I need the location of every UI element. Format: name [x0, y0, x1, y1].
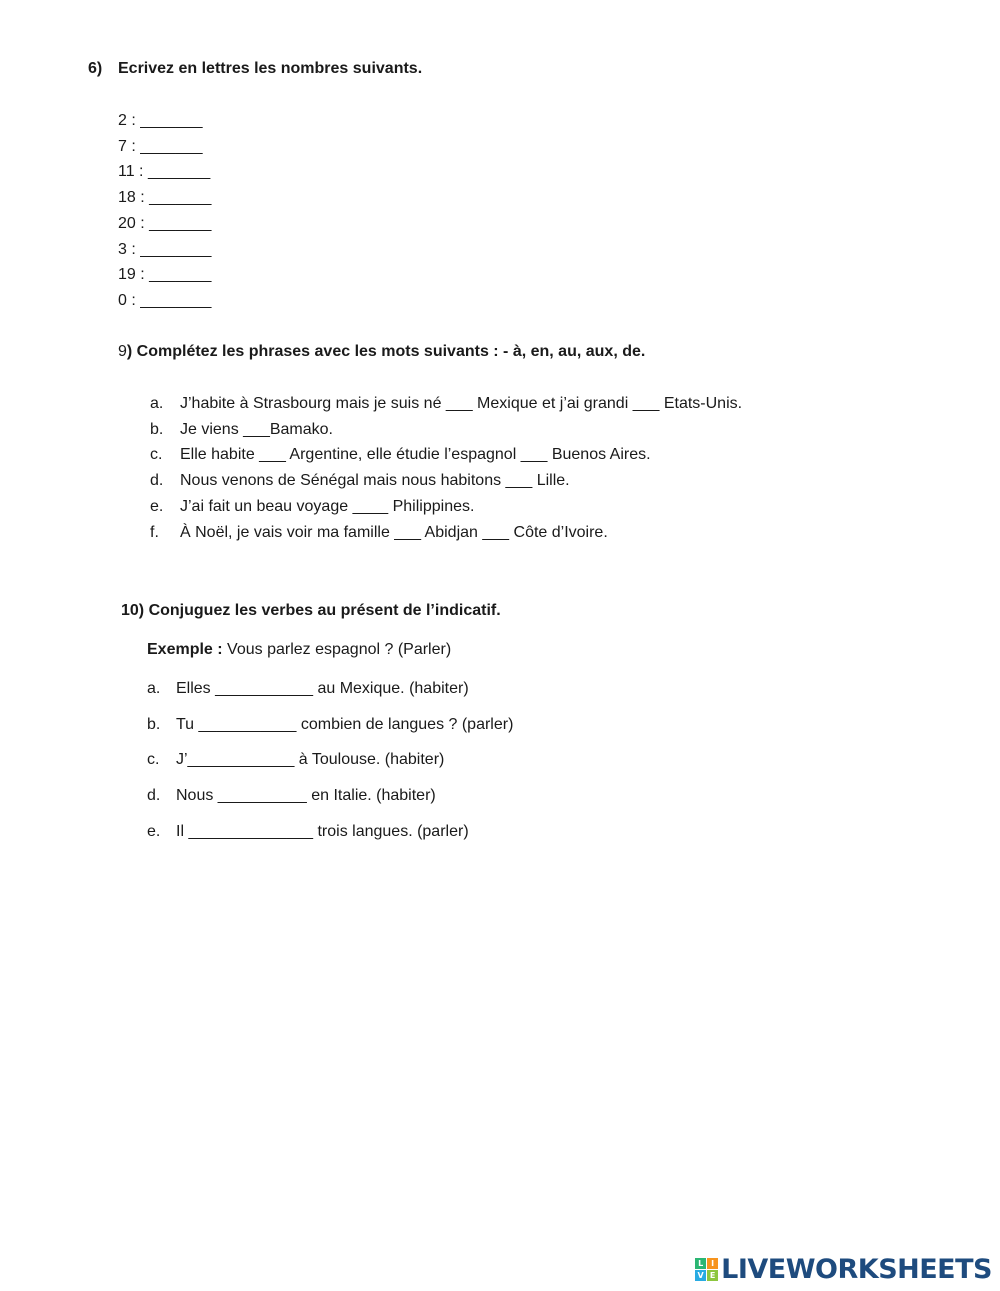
- list-marker: f.: [150, 524, 159, 541]
- list-marker: c.: [147, 751, 160, 768]
- section-6-heading: [88, 60, 422, 78]
- number-item: 0 : ________: [118, 292, 212, 309]
- example-label: Exemple :: [147, 641, 223, 658]
- list-marker: a.: [150, 395, 164, 412]
- list-item-text: J’habite à Strasbourg mais je suis né ___ Mexique et j’ai grandi ___ Etats-Unis.: [180, 395, 743, 412]
- number-item: 19 : _______: [118, 266, 212, 283]
- list-item-text: À Noël, je vais voir ma famille ___ Abidjan ___ Côte d’Ivoire.: [180, 524, 608, 541]
- list-item-text: Elle habite ___ Argentine, elle étudie l’espagnol ___ Buenos Aires.: [180, 446, 651, 463]
- section-6-number: 6): [88, 60, 103, 77]
- list-item-text: Nous __________ en Italie. (habiter): [176, 787, 436, 804]
- list-item: [147, 787, 436, 805]
- list-marker: c.: [150, 446, 163, 463]
- list-marker: b.: [150, 421, 164, 438]
- list-marker: e.: [147, 823, 161, 840]
- logo-mark-letter: E: [707, 1270, 718, 1281]
- list-item: [150, 498, 474, 516]
- list-item-text: J’____________ à Toulouse. (habiter): [176, 751, 445, 768]
- list-marker: e.: [150, 498, 164, 515]
- number-item: 3 : ________: [118, 241, 212, 258]
- list-item-text: Tu ___________ combien de langues ? (parler): [176, 716, 514, 733]
- list-item: [150, 421, 333, 439]
- list-item-text: Nous venons de Sénégal mais nous habitons ___ Lille.: [180, 472, 570, 489]
- list-item: [147, 751, 444, 769]
- list-item: [147, 716, 513, 734]
- list-item: [150, 524, 608, 542]
- logo-mark-letter: L: [695, 1258, 706, 1269]
- number-item: 2 : _______: [118, 112, 203, 129]
- logo-mark-letter: I: [707, 1258, 718, 1269]
- logo-mark-letter: V: [695, 1270, 706, 1281]
- list-item: [150, 472, 570, 490]
- list-marker: b.: [147, 716, 161, 733]
- logo-text: LIVEWORKSHEETS: [721, 1254, 992, 1285]
- number-item: 11 : _______: [118, 163, 211, 180]
- list-marker: a.: [147, 680, 161, 697]
- section-9-heading: [118, 343, 645, 361]
- section-10-heading: 10) Conjuguez les verbes au présent de l’indicatif.: [121, 602, 501, 619]
- section-6-title: Ecrivez en lettres les nombres suivants.: [118, 60, 423, 77]
- list-item: [150, 395, 742, 413]
- number-item: 18 : _______: [118, 189, 212, 206]
- list-item-text: Je viens ___Bamako.: [180, 421, 333, 438]
- liveworksheets-logo[interactable]: [695, 1254, 992, 1285]
- list-item-text: Il ______________ trois langues. (parler): [176, 823, 469, 840]
- list-item: [150, 446, 651, 464]
- list-item: [147, 823, 469, 841]
- example-text: Vous parlez espagnol ? (Parler): [222, 641, 452, 658]
- list-marker: d.: [147, 787, 161, 804]
- list-item-text: Elles ___________ au Mexique. (habiter): [176, 680, 469, 697]
- section-9-title: ) Complétez les phrases avec les mots suivants : - à, en, au, aux, de.: [126, 343, 646, 360]
- number-item: 7 : _______: [118, 138, 203, 155]
- list-marker: d.: [150, 472, 164, 489]
- list-item-text: J’ai fait un beau voyage ____ Philippines.: [180, 498, 475, 515]
- logo-mark-icon: [695, 1258, 718, 1281]
- list-item: [147, 680, 469, 698]
- section-9-number: 9: [118, 343, 127, 360]
- example-line: [147, 641, 451, 659]
- number-item: 20 : _______: [118, 215, 212, 232]
